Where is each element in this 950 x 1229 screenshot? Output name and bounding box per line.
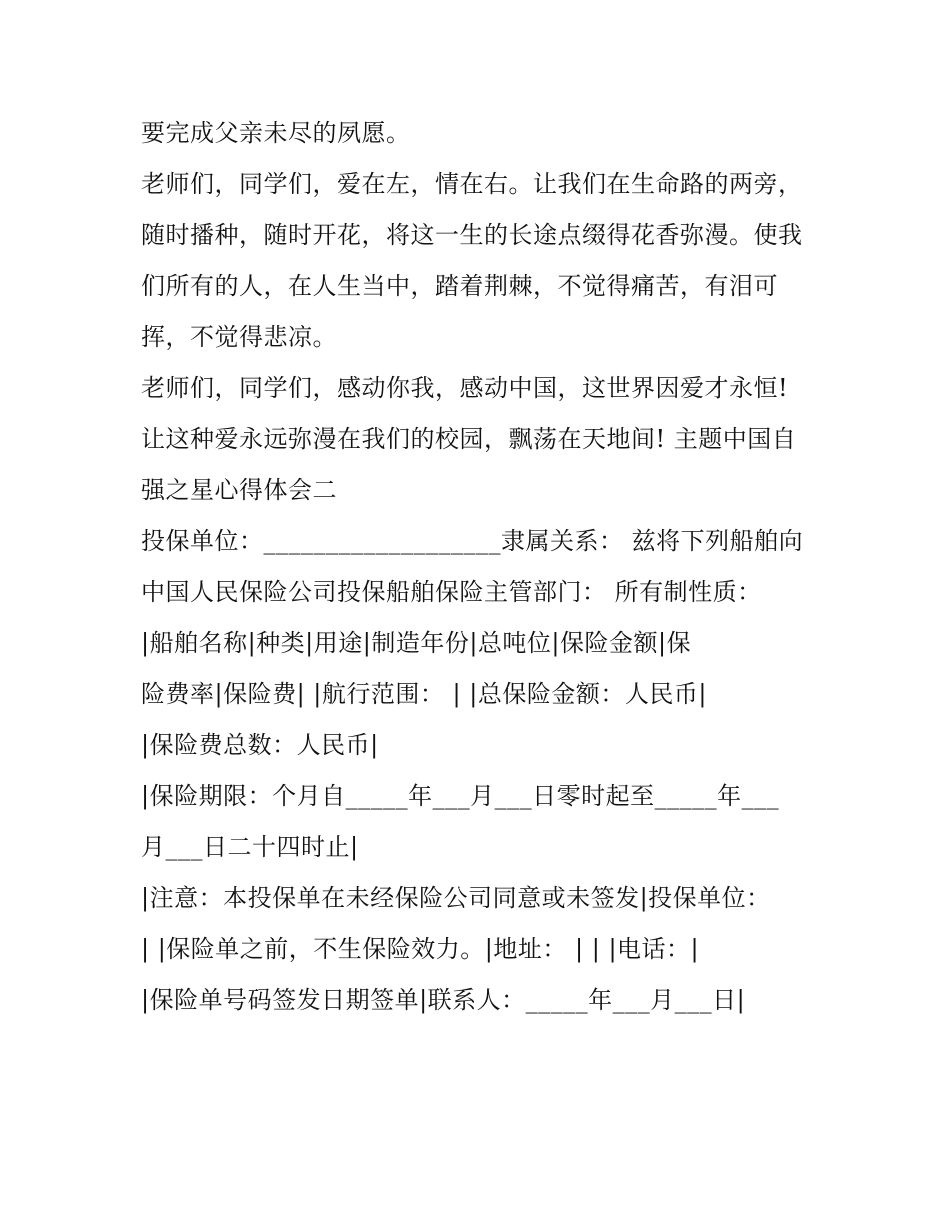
text-line: 强之星心得体会二 xyxy=(141,476,337,504)
text-line: 老师们，同学们，爱在左，情在右。让我们在生命路的两旁， xyxy=(141,170,803,198)
text-line: 老师们，同学们，感动你我，感动中国，这世界因爱才永恒! xyxy=(141,374,789,402)
text-line: 们所有的人，在人生当中，踏着荆棘，不觉得痛苦，有泪可 xyxy=(141,272,778,300)
text-line: 挥，不觉得悲凉。 xyxy=(141,323,337,351)
text-line: 投保单位：___________________隶属关系： 兹将下列船舶向 xyxy=(141,527,804,555)
text-line: 月___日二十四时止| xyxy=(141,833,359,861)
text-line: 随时播种，随时开花，将这一生的长途点缀得花香弥漫。使我 xyxy=(141,221,803,249)
text-line: 让这种爱永远弥漫在我们的校园，飘荡在天地间! 主题中国自 xyxy=(141,425,797,453)
document-body xyxy=(141,108,821,1026)
text-line: |注意：本投保单在未经保险公司同意或未签发|投保单位： xyxy=(141,884,771,912)
text-line: 要完成父亲未尽的夙愿。 xyxy=(141,119,411,147)
text-line: |船舶名称|种类|用途|制造年份|总吨位|保险金额|保 xyxy=(141,629,692,657)
text-line: |保险单号码签发日期签单|联系人：_____年___月___日| xyxy=(141,986,746,1014)
text-line: |保险期限：个月自_____年___月___日零时起至_____年___ xyxy=(141,782,780,810)
text-line: 中国人民保险公司投保船舶保险主管部门： 所有制性质： xyxy=(141,578,762,606)
text-line: | |保险单之前，不生保险效力。|地址： | | |电话：| xyxy=(141,935,700,963)
text-line: 险费率|保险费| |航行范围： | |总保险金额：人民币| xyxy=(141,680,707,708)
text-line: |保险费总数：人民币| xyxy=(141,731,379,759)
